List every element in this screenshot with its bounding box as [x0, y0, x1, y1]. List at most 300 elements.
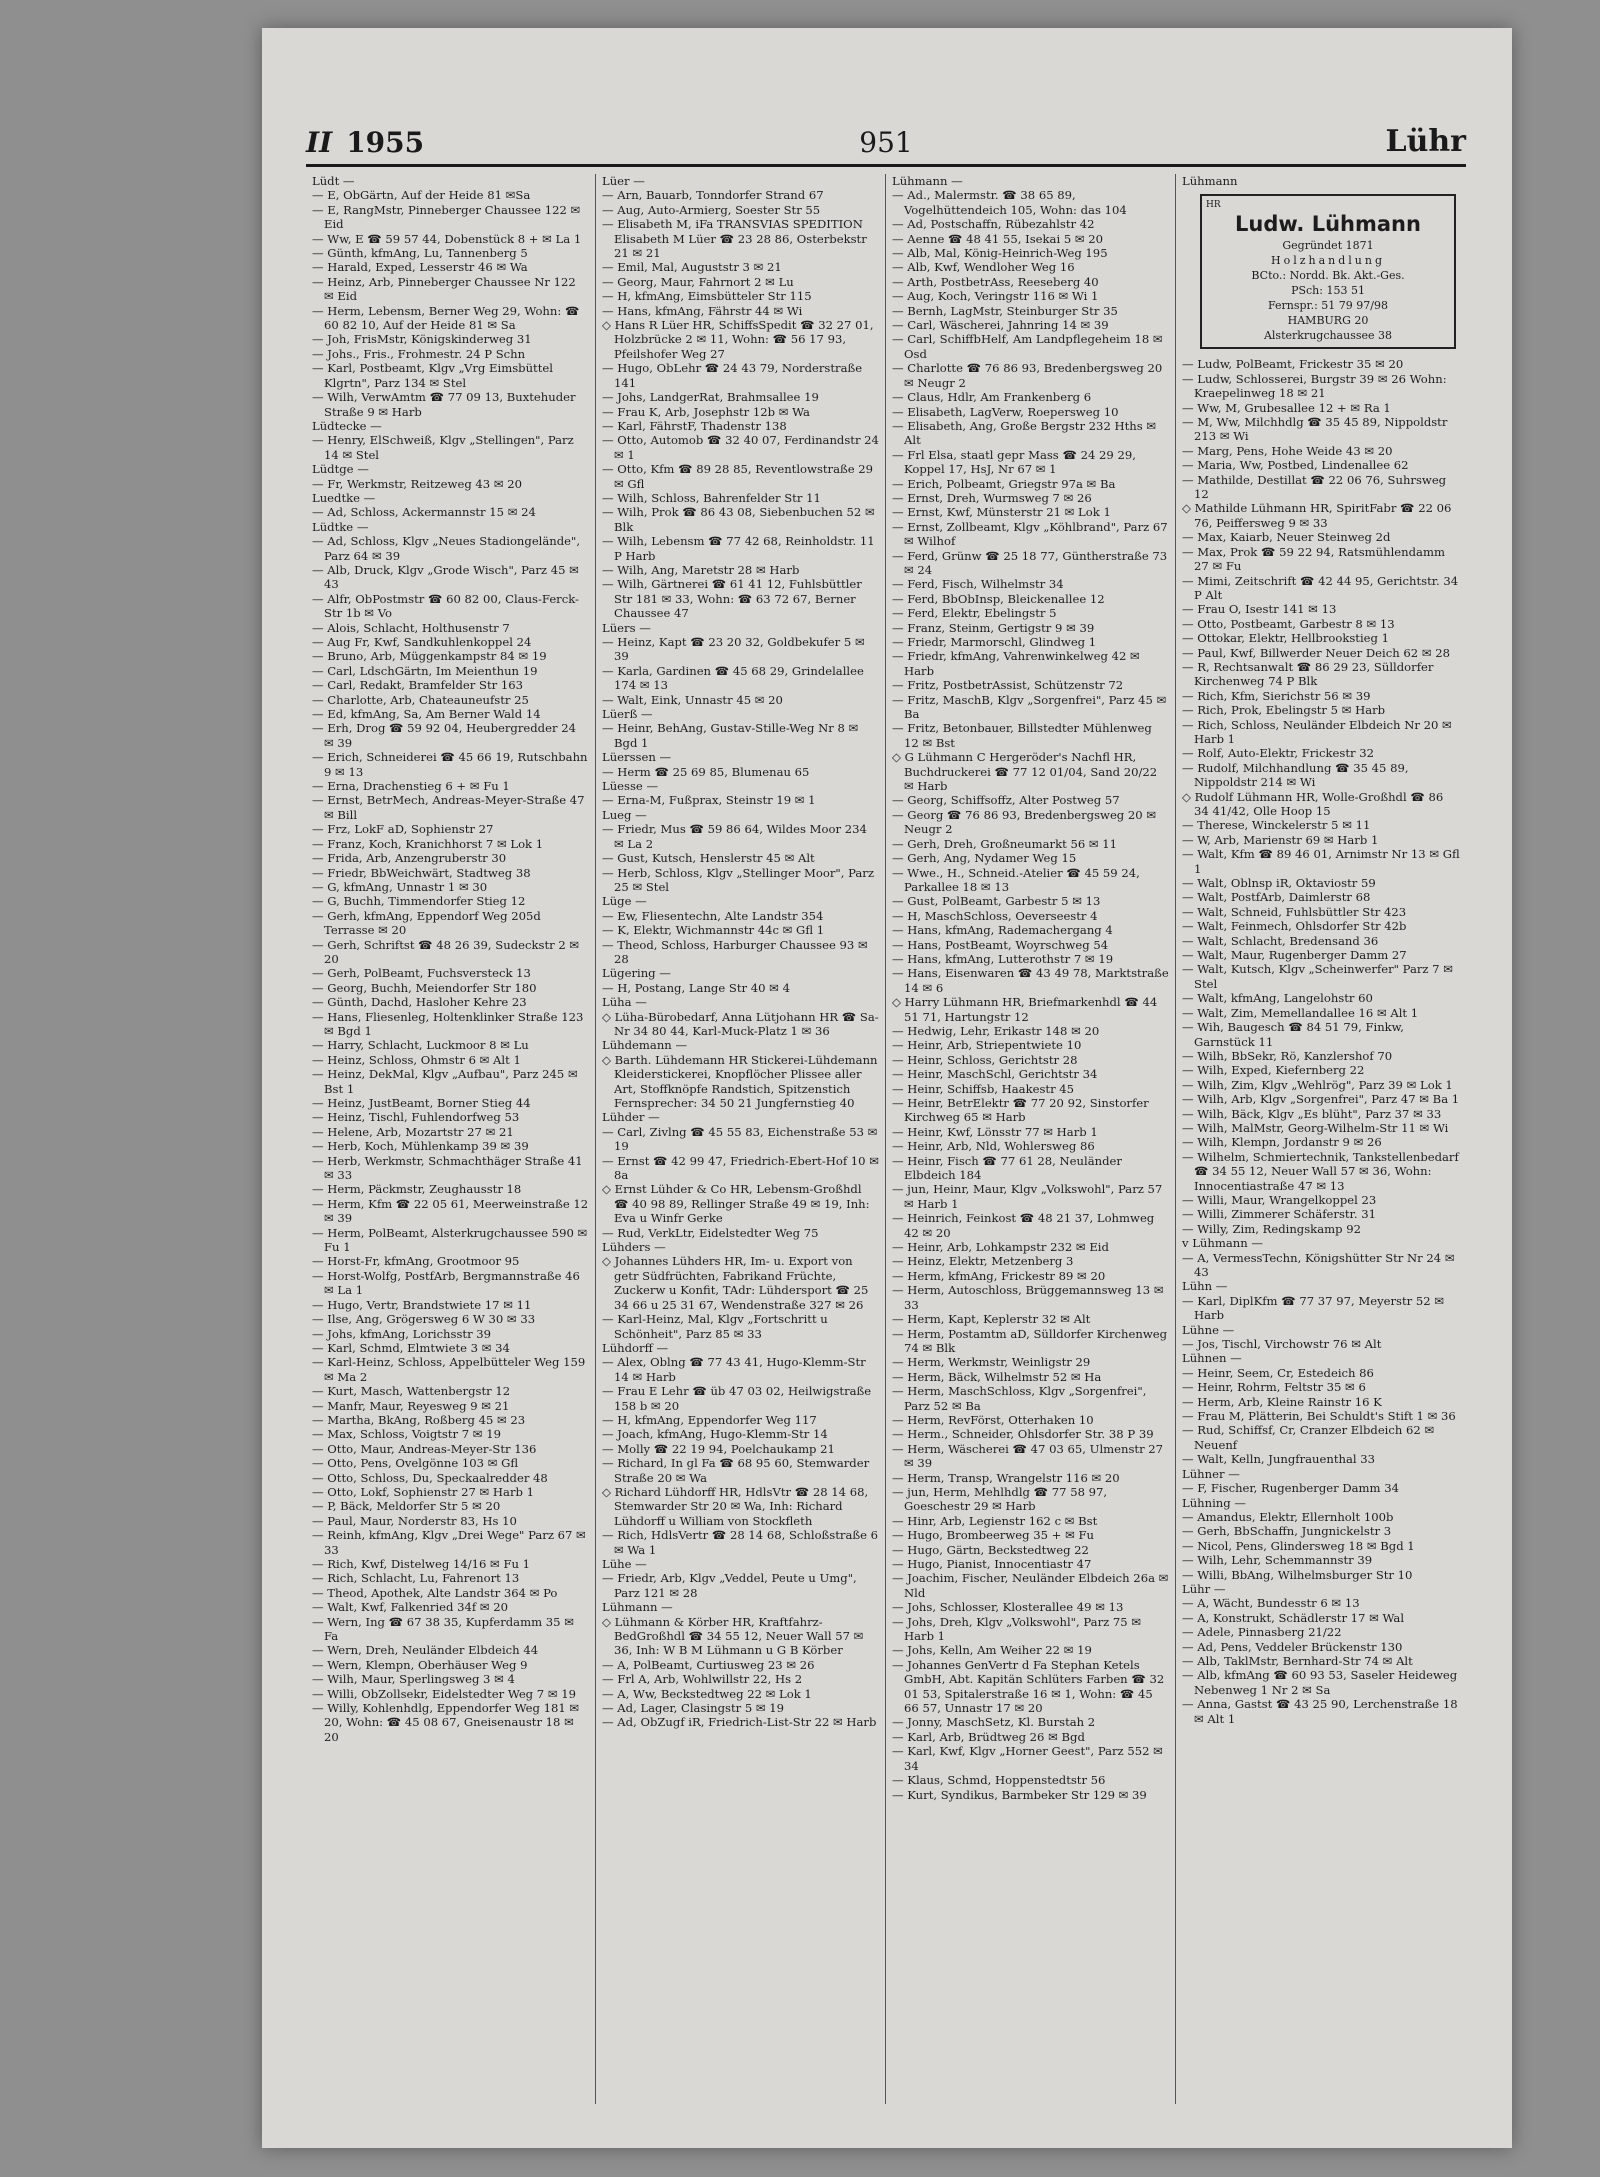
- directory-entry: — Herm., Schneider, Ohlsdorfer Str. 38 P 39: [892, 1427, 1154, 1442]
- directory-entry: — Karl-Heinz, Mal, Klgv „Fortschritt u Schönheit", Parz 85 ✉ 33: [602, 1312, 828, 1341]
- directory-entry: — Ernst, Dreh, Wurmsweg 7 ✉ 26: [892, 490, 1092, 505]
- directory-entry: — Hugo, ObLehr ☎ 24 43 79, Norderstraße 141: [602, 361, 863, 390]
- directory-entry: — Ottokar, Elektr, Hellbrookstieg 1: [1182, 631, 1390, 646]
- directory-entry: — Molly ☎ 22 19 94, Poelchaukamp 21: [602, 1441, 835, 1456]
- directory-entry: — G, Buchh, Timmendorfer Stieg 12: [312, 894, 526, 909]
- column-1: [306, 174, 596, 2104]
- directory-entry: — Frl Elsa, staatl gepr Mass ☎ 24 29 29, Koppel 17, HsJ, Nr 67 ✉ 1: [892, 447, 1136, 477]
- directory-entry: ◇ G Lühmann C Hergeröder's Nachfl HR, Buchdruckerei ☎ 77 12 01/04, Sand 20/22 ✉ Harb: [892, 750, 1158, 794]
- directory-entry: — Walt, PostfArb, Daimlerstr 68: [1182, 890, 1371, 905]
- surname-heading: Lüesse —: [602, 779, 659, 794]
- directory-entry: — Herm, PolBeamt, Alsterkrugchaussee 590 ✉ Fu 1: [312, 1225, 588, 1255]
- directory-entry: — Manfr, Maur, Reyesweg 9 ✉ 21: [312, 1398, 510, 1413]
- directory-entry: — Friedr, Arb, Klgv „Veddel, Peute u Umg", Parz 121 ✉ 28: [602, 1571, 857, 1600]
- directory-entry: — Charlotte ☎ 76 86 93, Bredenbergsweg 20 ✉ Neugr 2: [892, 361, 1163, 390]
- surname-heading: Lüha —: [602, 995, 647, 1010]
- directory-entry: — Hans, kfmAng, Fährstr 44 ✉ Wi: [602, 303, 803, 318]
- directory-entry: ◇ Richard Lühdorff HR, HdlsVtr ☎ 28 14 68, Stemwarder Str 20 ✉ Wa, Inh: Richard Lühdorff u William von Stockfleth: [602, 1484, 869, 1528]
- directory-entry: — Wilh, Lehr, Schemmannstr 39: [1182, 1553, 1373, 1568]
- directory-entry: — Kurt, Syndikus, Barmbeker Str 129 ✉ 39: [892, 1787, 1147, 1802]
- surname-heading: Lüdt —: [312, 174, 355, 188]
- directory-entry: — Horst-Fr, kfmAng, Grootmoor 95: [312, 1254, 520, 1269]
- directory-entry: — Fritz, Betonbauer, Billstedter Mühlenweg 12 ✉ Bst: [892, 721, 1152, 750]
- directory-entry: — Willi, ObZollsekr, Eidelstedter Weg 7 ✉ 19: [312, 1686, 576, 1701]
- directory-entry: — Ferd, BbObInsp, Bleickenallee 12: [892, 591, 1105, 606]
- directory-entry: — Herb, Schloss, Klgv „Stellinger Moor", Parz 25 ✉ Stel: [602, 865, 874, 894]
- directory-entry: — Gerh, Ang, Nydamer Weg 15: [892, 851, 1077, 866]
- directory-entry: — Carl, Wäscherei, Jahnring 14 ✉ 39: [892, 318, 1109, 333]
- directory-entry: — Georg, Maur, Fahrnort 2 ✉ Lu: [602, 274, 794, 289]
- directory-entry: — Wilh, Arb, Klgv „Sorgenfrei", Parz 47 ✉ Ba 1: [1182, 1092, 1460, 1107]
- directory-entry: — Wilh, VerwAmtm ☎ 77 09 13, Buxtehuder Straße 9 ✉ Harb: [312, 390, 576, 419]
- directory-entry: — Heinz, Schloss, Ohmstr 6 ✉ Alt 1: [312, 1052, 521, 1067]
- directory-entry: — Wilh, Zim, Klgv „Wehlrög", Parz 39 ✉ Lok 1: [1182, 1077, 1453, 1092]
- directory-entry: — Frl A, Arb, Wohlwillstr 22, Hs 2: [602, 1672, 803, 1687]
- directory-entry: — Ilse, Ang, Grögersweg 6 W 30 ✉ 33: [312, 1312, 536, 1327]
- directory-entry: — Horst-Wolfg, PostfArb, Bergmannstraße 46 ✉ La 1: [312, 1268, 580, 1298]
- directory-entry: — Hans, kfmAng, Lutterothstr 7 ✉ 19: [892, 951, 1114, 966]
- directory-entry: ◇ Lühmann & Körber HR, Kraftfahrz-BedGroßhdl ☎ 34 55 12, Neuer Wall 57 ✉ 36, Inh: W B M Lühmann u G B Körber: [602, 1614, 864, 1658]
- surname-heading: Lüdtecke —: [312, 418, 382, 433]
- directory-entry: — Otto, Schloss, Du, Speckaalredder 48: [312, 1470, 548, 1485]
- page-number: 951: [859, 126, 913, 159]
- directory-page: [262, 28, 1512, 2148]
- directory-entry: — Heinr, BehAng, Gustav-Stille-Weg Nr 8 ✉ Bgd 1: [602, 721, 859, 750]
- directory-entry: — Gerh, PolBeamt, Fuchsversteck 13: [312, 966, 531, 981]
- directory-entry: — Ad, ObZugf iR, Friedrich-List-Str 22 ✉ Harb: [602, 1715, 877, 1730]
- column-3: [886, 174, 1176, 2104]
- surname-heading: Lühn —: [1182, 1279, 1228, 1294]
- directory-entry: — Ew, Fliesentechn, Alte Landstr 354: [602, 908, 824, 923]
- directory-entry: — Wwe., H., Schneid.-Atelier ☎ 45 59 24, Parkallee 18 ✉ 13: [892, 865, 1140, 894]
- directory-entry: — Heinz, Tischl, Fuhlendorfweg 53: [312, 1110, 520, 1125]
- directory-entry: — Hinr, Arb, Legienstr 162 c ✉ Bst: [892, 1513, 1098, 1528]
- directory-entry: — Heinr, Arb, Lohkampstr 232 ✉ Eid: [892, 1240, 1109, 1255]
- directory-entry: — Walt, Kwf, Falkenried 34f ✉ 20: [312, 1600, 508, 1615]
- ad-phone: Fernspr.: 51 79 97/98: [1267, 299, 1388, 313]
- directory-entry: — Wern, Klempn, Oberhäuser Weg 9: [312, 1657, 528, 1672]
- directory-entry: — Rich, Kwf, Distelweg 14/16 ✉ Fu 1: [312, 1557, 531, 1571]
- directory-entry: — Frau E Lehr ☎ üb 47 03 02, Heilwigstraße 158 b ✉ 20: [602, 1384, 872, 1413]
- directory-entry: — Ad, Lager, Clasingstr 5 ✉ 19: [602, 1701, 785, 1716]
- directory-entry: ◇ Ernst Lühder & Co HR, Lebensm-Großhdl ☎ 40 98 89, Rellinger Straße 49 ✉ 19, Inh: Eva u Winfr Gerke: [602, 1182, 870, 1226]
- ad-address: Alsterkrugchaussee 38: [1263, 329, 1393, 343]
- surname-heading: Lüers —: [602, 620, 651, 635]
- directory-entry: — Aenne ☎ 48 41 55, Isekai 5 ✉ 20: [892, 231, 1104, 246]
- directory-entry: — Ed, kfmAng, Sa, Am Berner Wald 14: [312, 707, 541, 722]
- directory-entry: — Walt, Zim, Memellandallee 16 ✉ Alt 1: [1182, 1005, 1419, 1020]
- directory-entry: — Johs, LandgerRat, Brahmsallee 19: [602, 390, 819, 405]
- directory-entry: — Ww, E ☎ 59 57 44, Dobenstück 8 + ✉ La 1: [312, 231, 582, 246]
- directory-entry: — Johs, Dreh, Klgv „Volkswohl", Parz 75 ✉ Harb 1: [892, 1614, 1142, 1644]
- directory-entry: — Nicol, Pens, Glindersweg 18 ✉ Bgd 1: [1182, 1538, 1415, 1553]
- directory-entry: — Elisabeth, LagVerw, Roepersweg 10: [892, 404, 1119, 419]
- directory-entry: — Karl, Postbeamt, Klgv „Vrg Eimsbüttel Klgrtn", Parz 134 ✉ Stel: [312, 361, 553, 390]
- directory-entry: — Elisabeth M, iFa TRANSVIAS SPEDITION Elisabeth M Lüer ☎ 23 28 86, Osterbekstr 21 ✉ 21: [602, 217, 867, 261]
- advertisement-box: [1200, 194, 1456, 349]
- directory-entry: — Mimi, Zeitschrift ☎ 42 44 95, Gerichtstr. 34 P Alt: [1182, 573, 1459, 602]
- directory-entry: — Karl, Arb, Brüdtweg 26 ✉ Bgd: [892, 1729, 1085, 1744]
- directory-entry: — Ferd, Grünw ☎ 25 18 77, Güntherstraße 73 ✉ 24: [892, 548, 1168, 577]
- directory-entry: — H, kfmAng, Eppendorfer Weg 117: [602, 1412, 817, 1427]
- directory-entry: — Walt, Schneid, Fuhlsbüttler Str 423: [1182, 904, 1407, 919]
- directory-entry: — Carl, Zivlng ☎ 45 55 83, Eichenstraße 53 ✉ 19: [602, 1124, 878, 1154]
- directory-entry: — jun, Herm, Mehlhdlg ☎ 77 58 97, Goeschestr 29 ✉ Harb: [892, 1484, 1108, 1514]
- directory-entry: — Alb, TaklMstr, Bernhard-Str 74 ✉ Alt: [1182, 1653, 1413, 1668]
- directory-entry: — Alois, Schlacht, Holthusenstr 7: [312, 620, 510, 635]
- directory-entry: — Hans, Eisenwaren ☎ 43 49 78, Marktstraße 14 ✉ 6: [892, 966, 1169, 995]
- directory-entry: — Georg ☎ 76 86 93, Bredenbergsweg 20 ✉ Neugr 2: [892, 807, 1157, 837]
- directory-entry: — P, Bäck, Meldorfer Str 5 ✉ 20: [312, 1499, 501, 1514]
- directory-entry: — Joach, kfmAng, Hugo-Klemm-Str 14: [602, 1427, 828, 1442]
- directory-entry: — Aug, Koch, Veringstr 116 ✉ Wi 1: [892, 289, 1099, 304]
- directory-entry: — Wilh, Ang, Maretstr 28 ✉ Harb: [602, 562, 800, 577]
- directory-entry: — Friedr, kfmAng, Vahrenwinkelweg 42 ✉ Harb: [892, 649, 1140, 678]
- directory-entry: — A, PolBeamt, Curtiusweg 23 ✉ 26: [602, 1657, 815, 1672]
- directory-entry: — jun, Heinr, Maur, Klgv „Volkswohl", Parz 57 ✉ Harb 1: [892, 1182, 1163, 1211]
- directory-entry: — G, kfmAng, Unnastr 1 ✉ 30: [312, 879, 488, 894]
- directory-entry: — Theod, Apothek, Alte Landstr 364 ✉ Po: [312, 1585, 558, 1600]
- directory-entry: — Herm, Päckmstr, Zeughausstr 18: [312, 1182, 522, 1197]
- directory-entry: — Willi, Maur, Wrangelkoppel 23: [1182, 1192, 1377, 1207]
- directory-entry: — Heinr, BetrElektr ☎ 77 20 92, Sinstorfer Kirchweg 65 ✉ Harb: [892, 1096, 1149, 1125]
- directory-entry: — Hans, kfmAng, Rademachergang 4: [892, 923, 1113, 938]
- directory-entry: — Harry, Schlacht, Luckmoor 8 ✉ Lu: [312, 1038, 529, 1053]
- surname-heading: Lüerß —: [602, 707, 653, 722]
- directory-entry: — Emil, Mal, Auguststr 3 ✉ 21: [602, 260, 782, 275]
- directory-entry: — Hugo, Gärtn, Beckstedtweg 22: [892, 1542, 1089, 1557]
- surname-heading: Lühmann —: [602, 1600, 673, 1615]
- surname-heading: Lueg —: [602, 807, 647, 822]
- directory-entry: — Hans, PostBeamt, Woyrschweg 54: [892, 937, 1109, 952]
- directory-entry: — Herm, Werkmstr, Weinligstr 29: [892, 1355, 1091, 1370]
- directory-entry: — Fr, Werkmstr, Reitzeweg 43 ✉ 20: [312, 476, 523, 491]
- directory-entry: — Herm, Transp, Wrangelstr 116 ✉ 20: [892, 1470, 1120, 1485]
- directory-entry: — Heinz, Elektr, Metzenberg 3: [892, 1254, 1074, 1269]
- directory-entry: — Friedr, BbWeichwärt, Stadtweg 38: [312, 865, 531, 880]
- directory-entry: — Bruno, Arb, Müggenkampstr 84 ✉ 19: [312, 649, 547, 664]
- columns: [306, 174, 1466, 2104]
- directory-entry: — Herm, Arb, Kleine Rainstr 16 K: [1182, 1394, 1382, 1409]
- directory-entry: — Aug Fr, Kwf, Sandkuhlenkoppel 24: [312, 635, 532, 649]
- surname-heading: Lühdorff —: [602, 1340, 669, 1355]
- directory-entry: — Heinr, MaschSchl, Gerichtstr 34: [892, 1067, 1098, 1082]
- surname-heading: Luedtke —: [312, 490, 376, 505]
- surname-heading: Lühr —: [1182, 1581, 1226, 1596]
- directory-entry: — Wilhelm, Schmiertechnik, Tankstellenbedarf ☎ 34 55 12, Neuer Wall 57 ✉ 36, Wohn: Innocentiastraße 47 ✉ 13: [1182, 1149, 1459, 1193]
- directory-entry: — Johs., Fris., Frohmestr. 24 P Schn: [312, 346, 526, 361]
- directory-entry: — Alb, Mal, König-Heinrich-Weg 195: [892, 246, 1108, 261]
- ad-company-name: Ludw. Lühmann: [1235, 212, 1421, 237]
- directory-entry: — Frz, LokF aD, Sophienstr 27: [312, 822, 494, 837]
- directory-entry: — Rich, Prok, Ebelingstr 5 ✉ Harb: [1182, 703, 1386, 718]
- directory-entry: — Hugo, Pianist, Innocentiastr 47: [892, 1557, 1092, 1571]
- directory-entry: — Heinr, Fisch ☎ 77 61 28, Neuländer Elbdeich 184: [892, 1153, 1122, 1183]
- directory-entry: — Herm, Postamtm aD, Sülldorfer Kirchenweg 74 ✉ Blk: [892, 1326, 1168, 1355]
- directory-entry: — Bernh, LagMstr, Steinburger Str 35: [892, 303, 1118, 318]
- directory-entry: — Herm, Wäscherei ☎ 47 03 65, Ulmenstr 27 ✉ 39: [892, 1441, 1164, 1471]
- directory-entry: — A, Wächt, Bundesstr 6 ✉ 13: [1182, 1596, 1360, 1611]
- directory-entry: — Herm, Autoschloss, Brüggemannsweg 13 ✉ 33: [892, 1283, 1164, 1312]
- directory-entry: — Marg, Pens, Hohe Weide 43 ✉ 20: [1182, 443, 1393, 458]
- running-keyword: Lühr: [1385, 124, 1466, 159]
- directory-entry: — Gerh, Schriftst ☎ 48 26 39, Sudeckstr 2 ✉ 20: [312, 937, 580, 966]
- directory-entry: — Johs, Kelln, Am Weiher 22 ✉ 19: [892, 1643, 1092, 1658]
- directory-entry: — Hedwig, Lehr, Erikastr 148 ✉ 20: [892, 1023, 1100, 1038]
- directory-entry: — Rudolf, Milchhandlung ☎ 35 45 89, Nippoldstr 214 ✉ Wi: [1182, 760, 1409, 790]
- directory-entry: — Heinz, Kapt ☎ 23 20 32, Goldbekufer 5 ✉ 39: [602, 635, 865, 664]
- directory-entry: — Wilh, Klempn, Jordanstr 9 ✉ 26: [1182, 1135, 1382, 1150]
- directory-entry: — Otto, Kfm ☎ 89 28 85, Reventlowstraße 29 ✉ Gfl: [602, 462, 874, 491]
- surname-heading: Lühner —: [1182, 1466, 1240, 1481]
- directory-entry: — H, kfmAng, Eimsbütteler Str 115: [602, 289, 812, 304]
- directory-entry: ◇ Hans R Lüer HR, SchiffsSpedit ☎ 32 27 01, Holzbrücke 2 ✉ 11, Wohn: ☎ 56 17 93, Pfeilshofer Weg 27: [602, 318, 874, 361]
- directory-entry: — Ww, M, Grubesallee 12 + ✉ Ra 1: [1182, 400, 1391, 415]
- directory-entry: — Willy, Kohlenhdlg, Eppendorfer Weg 181 ✉ 20, Wohn: ☎ 45 08 67, Gneisenaustr 18 ✉ 20: [312, 1701, 580, 1744]
- directory-entry: — Gerh, kfmAng, Eppendorf Weg 205d Terrasse ✉ 20: [312, 908, 541, 938]
- directory-entry: — W, Arb, Marienstr 69 ✉ Harb 1: [1182, 832, 1379, 847]
- directory-entry: — Henry, ElSchweiß, Klgv „Stellingen", Parz 14 ✉ Stel: [312, 433, 574, 462]
- directory-entry: — Ludw, Schlosserei, Burgstr 39 ✉ 26 Wohn: Kraepelinweg 18 ✉ 21: [1182, 371, 1447, 401]
- directory-entry: — Arn, Bauarb, Tonndorfer Strand 67: [602, 188, 824, 203]
- directory-entry: — Walt, Eink, Unnastr 45 ✉ 20: [602, 692, 783, 707]
- surname-heading: v Lühmann —: [1182, 1236, 1263, 1251]
- directory-entry: — Adele, Pinnasberg 21/22: [1182, 1625, 1342, 1640]
- directory-entry: — Walt, kfmAng, Langelohstr 60: [1182, 991, 1373, 1006]
- directory-entry: — Rich, Schlacht, Lu, Fahrenort 13: [312, 1571, 520, 1586]
- directory-entry: — Georg, Buchh, Meiendorfer Str 180: [312, 980, 537, 995]
- directory-entry: — Claus, Hdlr, Am Frankenberg 6: [892, 390, 1092, 405]
- directory-entry: — Karl, DiplKfm ☎ 77 37 97, Meyerstr 52 ✉ Harb: [1182, 1293, 1445, 1323]
- directory-entry: — Günth, Dachd, Hasloher Kehre 23: [312, 995, 527, 1010]
- surname-heading: Lühdemann —: [602, 1038, 688, 1053]
- directory-entry: — Erich, Polbeamt, Griegstr 97a ✉ Ba: [892, 476, 1116, 491]
- directory-entry: — Willy, Zim, Redingskamp 92: [1182, 1221, 1361, 1236]
- directory-entry: — Wilh, Gärtnerei ☎ 61 41 12, Fuhlsbüttler Str 181 ✉ 33, Wohn: ☎ 63 72 67, Berner Chaussee 47: [602, 577, 862, 621]
- directory-entry: — Georg, Schiffsoffz, Alter Postweg 57: [892, 793, 1120, 808]
- directory-entry: ◇ Barth. Lühdemann HR Stickerei-Lühdemann Kleiderstickerei, Knopflöcher Plissee aller Art, Stoffknöpfe Randstich, Spitzenstich Fernsprecher: 34 50 21 Jungfernstieg 40: [602, 1052, 878, 1110]
- directory-entry: — Wilh, BbSekr, Rö, Kanzlershof 70: [1182, 1048, 1393, 1063]
- directory-entry: — Wilh, Bäck, Klgv „Es blüht", Parz 37 ✉ 33: [1182, 1106, 1442, 1121]
- directory-entry: — Max, Kaiarb, Neuer Steinweg 2d: [1182, 530, 1391, 545]
- ad-marker: HR: [1206, 200, 1221, 211]
- surname-heading: Lühder —: [602, 1110, 660, 1125]
- directory-entry: — Walt, Maur, Rugenberger Damm 27: [1182, 948, 1407, 963]
- directory-entry: — Erna-M, Fußprax, Steinstr 19 ✉ 1: [602, 793, 816, 808]
- directory-entry: — Gerh, BbSchaffn, Jungnickelstr 3: [1182, 1524, 1392, 1539]
- directory-entry: — Ernst, Zollbeamt, Klgv „Köhlbrand", Parz 67 ✉ Wilhof: [892, 519, 1168, 549]
- directory-entry: — Carl, SchiffbHelf, Am Landpflegeheim 18 ✉ Osd: [892, 332, 1163, 361]
- directory-entry: — Herm, kfmAng, Frickestr 89 ✉ 20: [892, 1268, 1106, 1283]
- surname-heading: Lüerssen —: [602, 750, 672, 765]
- directory-entry: — Hugo, Brombeerweg 35 + ✉ Fu: [892, 1528, 1094, 1543]
- directory-entry: — Herb, Koch, Mühlenkamp 39 ✉ 39: [312, 1139, 529, 1154]
- directory-entry: — Heinz, DekMal, Klgv „Aufbau", Parz 245 ✉ Bst 1: [312, 1067, 578, 1096]
- directory-entry: — Frau M, Plätterin, Bei Schuldt's Stift 1 ✉ 36: [1182, 1409, 1456, 1424]
- directory-entry: — Ferd, Elektr, Ebelingstr 5: [892, 606, 1057, 621]
- directory-entry: — Fritz, MaschB, Klgv „Sorgenfrei", Parz 45 ✉ Ba: [892, 692, 1167, 722]
- directory-entry: — Herm, RevFörst, Otterhaken 10: [892, 1412, 1094, 1427]
- directory-entry: — Alb, Kwf, Wendloher Weg 16: [892, 260, 1075, 275]
- directory-entry: — Aug, Auto-Armierg, Soester Str 55: [602, 202, 821, 217]
- directory-entry: — A, Konstrukt, Schädlerstr 17 ✉ Wal: [1182, 1610, 1405, 1625]
- directory-entry: ◇ Rudolf Lühmann HR, Wolle-Großhdl ☎ 86 34 41/42, Olle Hoop 15: [1182, 789, 1444, 818]
- directory-entry: ◇ Lüha-Bürobedarf, Anna Lütjohann HR ☎ Sa-Nr 34 80 44, Karl-Muck-Platz 1 ✉ 36: [602, 1009, 879, 1038]
- directory-entry: — Wern, Ing ☎ 67 38 35, Kupferdamm 35 ✉ Fa: [312, 1614, 574, 1644]
- directory-entry: — Ludw, PolBeamt, Frickestr 35 ✉ 20: [1182, 357, 1404, 372]
- directory-entry: — Wilh, MalMstr, Georg-Wilhelm-Str 11 ✉ Wi: [1182, 1120, 1449, 1135]
- directory-entry: ◇ Johannes Lühders HR, Im- u. Export von getr Südfrüchten, Fabrikand Früchte, Zuckerw u Konfit, TAdr: Lühdersport ☎ 25 34 66 u 25 31 67, Wendenstraße 327 ✉ 26: [602, 1254, 869, 1312]
- page-header: [306, 120, 1466, 167]
- directory-entry: — Walt, Kutsch, Klgv „Scheinwerfer" Parz 7 ✉ Stel: [1182, 962, 1453, 991]
- directory-entry: — Heinr, Kwf, Lönsstr 77 ✉ Harb 1: [892, 1124, 1098, 1139]
- directory-entry: — Joh, FrisMstr, Königskinderweg 31: [312, 332, 532, 347]
- ad-city: HAMBURG 20: [1287, 314, 1369, 328]
- directory-entry: — Wilh, Lebensm ☎ 77 42 68, Reinholdstr. 11 P Harb: [602, 534, 875, 563]
- directory-entry: — Ad, Pens, Veddeler Brückenstr 130: [1182, 1639, 1403, 1654]
- directory-entry: — Maria, Ww, Postbed, Lindenallee 62: [1182, 458, 1409, 473]
- ad-psch: PSch: 153 51: [1291, 284, 1365, 298]
- directory-entry: — Kurt, Masch, Wattenbergstr 12: [312, 1384, 511, 1399]
- directory-entry: — Rud, VerkLtr, Eidelstedter Weg 75: [602, 1225, 819, 1240]
- directory-entry: — Erich, Schneiderei ☎ 45 66 19, Rutschbahn 9 ✉ 13: [312, 750, 588, 779]
- directory-entry: — Wih, Baugesch ☎ 84 51 79, Finkw, Garnstück 11: [1182, 1020, 1404, 1049]
- year: 1955: [346, 126, 425, 159]
- directory-entry: — Karl-Heinz, Schloss, Appelbütteler Weg 159 ✉ Ma 2: [312, 1355, 586, 1384]
- directory-entry: — Elisabeth, Ang, Große Bergstr 232 Hths ✉ Alt: [892, 418, 1157, 448]
- directory-entry: — A, Ww, Beckstedtweg 22 ✉ Lok 1: [602, 1686, 812, 1701]
- directory-entry: — Wilh, Exped, Kiefernberg 22: [1182, 1063, 1365, 1078]
- directory-entry: — Carl, LdschGärtn, Im Meienthun 19: [312, 663, 538, 678]
- directory-entry: — Heinr, Schloss, Gerichtstr 28: [892, 1052, 1078, 1067]
- directory-entry: — Walt, Feinmech, Ohlsdorfer Str 42b: [1182, 919, 1407, 934]
- directory-entry: — Heinr, Seem, Cr, Estedeich 86: [1182, 1365, 1374, 1380]
- directory-entry: — Reinh, kfmAng, Klgv „Drei Wege" Parz 67 ✉ 33: [312, 1528, 586, 1557]
- directory-entry: — Hugo, Vertr, Brandstwiete 17 ✉ 11: [312, 1297, 532, 1312]
- directory-entry: — Willi, BbAng, Wilhelmsburger Str 10: [1182, 1567, 1413, 1582]
- directory-entry: — E, ObGärtn, Auf der Heide 81 ✉Sa: [312, 188, 531, 203]
- directory-entry: — Fritz, PostbetrAssist, Schützenstr 72: [892, 678, 1124, 693]
- surname-heading: Lühning —: [1182, 1495, 1246, 1510]
- directory-entry: — Frau O, Isestr 141 ✉ 13: [1182, 602, 1337, 617]
- directory-entry: — Herm ☎ 25 69 85, Blumenau 65: [602, 764, 810, 779]
- directory-entry: — Wilh, Prok ☎ 86 43 08, Siebenbuchen 52 ✉ Blk: [602, 505, 875, 534]
- surname-heading: Lüge —: [602, 894, 647, 909]
- directory-entry: — Heinz, Arb, Pinneberger Chaussee Nr 122 ✉ Eid: [312, 274, 576, 304]
- directory-entry: — Ernst ☎ 42 99 47, Friedrich-Ebert-Hof 10 ✉ 8a: [602, 1153, 879, 1183]
- surname-heading: Lühders —: [602, 1240, 666, 1255]
- directory-entry: — Alb, Druck, Klgv „Grode Wisch", Parz 45 ✉ 43: [312, 562, 579, 592]
- ad-trade: Holzhandlung: [1270, 254, 1386, 268]
- directory-entry: — H, Postang, Lange Str 40 ✉ 4: [602, 980, 790, 995]
- directory-entry: — Ferd, Fisch, Wilhelmstr 34: [892, 577, 1064, 592]
- surname-heading: Lüdtke —: [312, 519, 369, 534]
- volume: II: [306, 126, 333, 159]
- directory-entry: — Harald, Exped, Lesserstr 46 ✉ Wa: [312, 260, 528, 275]
- directory-entry: — Therese, Winckelerstr 5 ✉ 11: [1182, 818, 1371, 833]
- ad-founded: Gegründet 1871: [1282, 239, 1374, 253]
- directory-entry: — R, Rechtsanwalt ☎ 86 29 23, Sülldorfer Kirchenweg 74 P Blk: [1182, 659, 1434, 689]
- directory-entry: — Wilh, Maur, Sperlingsweg 3 ✉ 4: [312, 1672, 515, 1687]
- directory-entry: — E, RangMstr, Pinneberger Chaussee 122 ✉ Eid: [312, 202, 581, 232]
- directory-entry: — Martha, BkAng, Roßberg 45 ✉ 23: [312, 1412, 526, 1427]
- directory-entry: — Heinz, JustBeamt, Borner Stieg 44: [312, 1096, 531, 1110]
- directory-entry: — Paul, Kwf, Billwerder Neuer Deich 62 ✉ 28: [1182, 645, 1450, 660]
- directory-entry: — Ad., Malermstr. ☎ 38 65 89, Vogelhüttendeich 105, Wohn: das 104: [892, 188, 1127, 217]
- directory-entry: — Arth, PostbetrAss, Reeseberg 40: [892, 274, 1099, 289]
- surname-heading: Lühne —: [1182, 1322, 1235, 1337]
- directory-entry: — Karl, FährstF, Thadenstr 138: [602, 418, 787, 433]
- directory-entry: — Otto, Postbeamt, Garbestr 8 ✉ 13: [1182, 616, 1395, 631]
- directory-entry: — Otto, Maur, Andreas-Meyer-Str 136: [312, 1441, 537, 1456]
- directory-entry: — Ad, Postschaffn, Rübezahlstr 42: [892, 217, 1095, 232]
- directory-entry: — Frida, Arb, Anzengruberstr 30: [312, 851, 507, 866]
- directory-entry: — Klaus, Schmd, Hoppenstedtstr 56: [892, 1773, 1106, 1788]
- directory-entry: — Ad, Schloss, Ackermannstr 15 ✉ 24: [312, 505, 536, 520]
- directory-entry: — Max, Prok ☎ 59 22 94, Ratsmühlendamm 27 ✉ Fu: [1182, 544, 1445, 574]
- surname-heading: Lühe —: [602, 1557, 647, 1571]
- directory-entry: — Erna, Drachenstieg 6 + ✉ Fu 1: [312, 779, 510, 794]
- directory-entry: — Franz, Steinm, Gertigstr 9 ✉ 39: [892, 620, 1095, 635]
- surname-heading: Lüer —: [602, 174, 645, 188]
- directory-entry: — Wilh, Schloss, Bahrenfelder Str 11: [602, 490, 821, 505]
- directory-entry: — Gust, Kutsch, Henslerstr 45 ✉ Alt: [602, 851, 815, 866]
- directory-entry: — Otto, Pens, Ovelgönne 103 ✉ Gfl: [312, 1456, 519, 1471]
- directory-entry: — Friedr, Marmorschl, Glindweg 1: [892, 635, 1097, 649]
- directory-entry: — Amandus, Elektr, Ellernholt 100b: [1182, 1509, 1394, 1524]
- directory-entry: — Rich, Kfm, Sierichstr 56 ✉ 39: [1182, 688, 1371, 703]
- directory-entry: — Herm, MaschSchloss, Klgv „Sorgenfrei", Parz 52 ✉ Ba: [892, 1384, 1147, 1413]
- directory-entry: — Gerh, Dreh, Großneumarkt 56 ✉ 11: [892, 836, 1118, 851]
- directory-entry: — Wern, Dreh, Neuländer Elbdeich 44: [312, 1643, 539, 1658]
- directory-entry: — Heinrich, Feinkost ☎ 48 21 37, Lohmweg 42 ✉ 20: [892, 1211, 1155, 1240]
- directory-entry: — K, Elektr, Wichmannstr 44c ✉ Gfl 1: [602, 923, 825, 938]
- directory-entry: — Paul, Maur, Norderstr 83, Hs 10: [312, 1513, 517, 1528]
- surname-heading: Lügering —: [602, 966, 671, 981]
- directory-entry: — Gust, PolBeamt, Garbestr 5 ✉ 13: [892, 894, 1101, 909]
- directory-entry: — Rud, Schiffsf, Cr, Cranzer Elbdeich 62 ✉ Neuenf: [1182, 1423, 1435, 1452]
- directory-entry: — Hans, Fliesenleg, Holtenklinker Straße 123 ✉ Bgd 1: [312, 1009, 584, 1038]
- directory-entry: — Rich, Schloss, Neuländer Elbdeich Nr 20 ✉ Harb 1: [1182, 717, 1452, 746]
- directory-entry: — Heinr, Schiffsb, Haakestr 45: [892, 1081, 1075, 1096]
- directory-entry: — Ernst, Kwf, Münsterstr 21 ✉ Lok 1: [892, 505, 1111, 520]
- column-2: [596, 174, 886, 2104]
- directory-entry: — Richard, In gl Fa ☎ 68 95 60, Stemwarder Straße 20 ✉ Wa: [602, 1456, 870, 1485]
- directory-entry: — Max, Schloss, Voigtstr 7 ✉ 19: [312, 1427, 501, 1442]
- directory-entry: — Ad, Schloss, Klgv „Neues Stadiongelände", Parz 64 ✉ 39: [312, 534, 581, 563]
- directory-entry: — Frau K, Arb, Josephstr 12b ✉ Wa: [602, 404, 810, 419]
- directory-entry: — Herm, Kfm ☎ 22 05 61, Meerweinstraße 12 ✉ 39: [312, 1196, 589, 1226]
- directory-entry: — Jos, Tischl, Virchowstr 76 ✉ Alt: [1182, 1337, 1382, 1352]
- directory-entry: — Alfr, ObPostmstr ☎ 60 82 00, Claus-Ferck-Str 1b ✉ Vo: [312, 591, 579, 621]
- directory-entry: — Karl, Schmd, Elmtwiete 3 ✉ 34: [312, 1340, 510, 1355]
- directory-entry: — Jonny, MaschSetz, Kl. Burstah 2: [892, 1715, 1096, 1730]
- directory-entry: — Alb, kfmAng ☎ 60 93 53, Saseler Heideweg Nebenweg 1 Nr 2 ✉ Sa: [1182, 1668, 1458, 1697]
- surname-heading: Lühnen —: [1182, 1351, 1242, 1366]
- directory-entry: — Erh, Drog ☎ 59 92 04, Heubergredder 24 ✉ 39: [312, 721, 576, 750]
- directory-entry: ◇ Harry Lühmann HR, Briefmarkenhdl ☎ 44 51 71, Hartungstr 12: [892, 995, 1158, 1024]
- directory-entry: ◇ Mathilde Lühmann HR, SpiritFabr ☎ 22 06 76, Peiffersweg 9 ✉ 33: [1182, 501, 1452, 530]
- directory-entry: — M, Ww, Milchhdlg ☎ 35 45 89, Nippoldstr 213 ✉ Wi: [1182, 415, 1448, 444]
- directory-entry: — Walt, Kfm ☎ 89 46 01, Arnimstr Nr 13 ✉ Gfl 1: [1182, 847, 1460, 876]
- directory-entry: — Anna, Gastst ☎ 43 25 90, Lerchenstraße 18 ✉ Alt 1: [1182, 1697, 1458, 1726]
- directory-entry: — H, MaschSchloss, Oeverseestr 4: [892, 908, 1098, 923]
- directory-entry: — Rich, HdlsVertr ☎ 28 14 68, Schloßstraße 6 ✉ Wa 1: [602, 1528, 879, 1557]
- surname-heading: Lühmann —: [892, 174, 963, 188]
- directory-entry: — Heinr, Arb, Striepentwiete 10: [892, 1038, 1082, 1053]
- directory-entry: — Johs, kfmAng, Lorichsstr 39: [312, 1326, 492, 1341]
- directory-entry: — Karla, Gardinen ☎ 45 68 29, Grindelallee 174 ✉ 13: [602, 663, 864, 693]
